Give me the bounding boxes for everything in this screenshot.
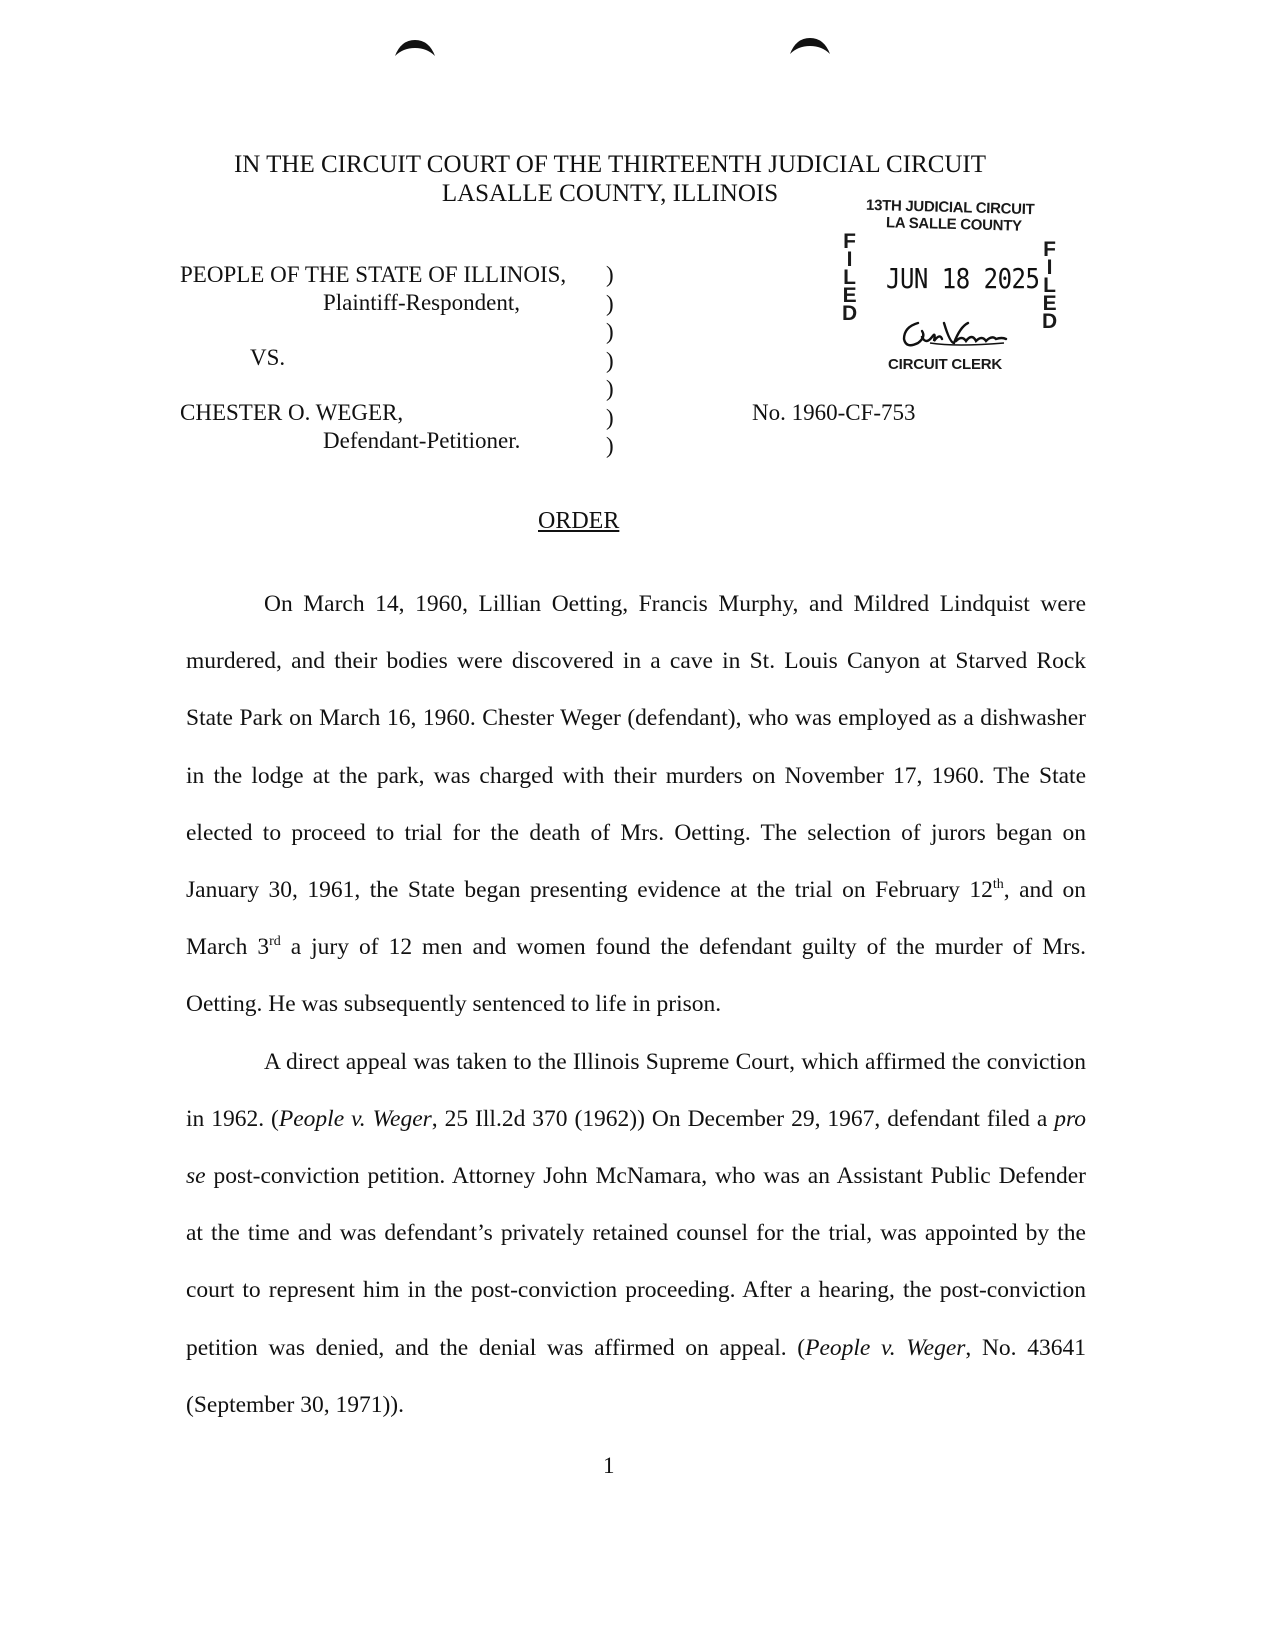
case-number: No. 1960-CF-753 [752,400,916,425]
court-line-1: IN THE CIRCUIT COURT OF THE THIRTEENTH JUDICIAL CIRCUIT [233,151,987,178]
stamp-filed-left [842,230,858,325]
page-number: 1 [603,1453,615,1478]
caption-parens [606,261,614,461]
p2-text-b: , 25 Ill.2d 370 (1962)) On December 29, 1967, defendant filed a [431,1105,1055,1132]
order-body [186,576,1086,1434]
paren: ) [606,319,614,344]
paren: ) [606,290,614,316]
paren: ) [606,433,614,458]
stamp-filed-right [1042,238,1058,333]
paragraph-2 [186,1034,1086,1434]
stamp-filed-letter: F [1043,238,1056,261]
p1-superscript-th: th [992,877,1004,893]
paragraph-1 [186,576,1086,1034]
defendant-name: CHESTER O. WEGER, [180,400,404,425]
stamp-date: JUN 18 2025 [886,262,1040,296]
filed-stamp [830,195,1060,385]
p1-text-a: On March 14, 1960, Lillian Oetting, Francis Murphy, and Mildred Lindquist were murdered, and their bodies were discovered in a cave in St. Louis Canyon at Starved Rock State Park on March 16, 1960. Chester Weger (defendant), who was employed as a dishwasher in the lodge at the park, was charged with their murders on November 17, 1960. The State elected to proceed to trial for the death of Mrs. Oetting. The selection of jurors began on January 30, 1961, the State began presenting evidence at the trial on February 12 [186,591,1086,904]
p2-text-d: , No. 43641 (September 30, 1971)). [186,1334,1086,1418]
p1-text-c: a jury of 12 men and women found the defendant guilty of the murder of Mrs. Oetting. He was subsequently sentenced to life in prison. [186,934,1086,1018]
stamp-filed-letter: L [1043,274,1056,297]
paren: ) [606,376,614,401]
order-title: ORDER [538,508,620,534]
p2-text-a: A direct appeal was taken to the Illinois Supreme Court, which affirmed the conviction in 1962. ( [186,1048,1086,1132]
plaintiff-role: Plaintiff-Respondent, [323,290,520,315]
stamp-filed-letter: I [846,248,853,271]
stamp-filed-letter: D [1042,310,1058,333]
stamp-filed-letter: E [842,284,857,307]
court-line-2: LASALLE COUNTY, ILLINOIS [441,180,779,207]
clerk-signature-icon [896,313,1016,355]
p2-pro-se: pro se [186,1105,1086,1190]
stamp-circuit: 13TH JUDICIAL CIRCUIT [865,196,1035,219]
versus-label: VS. [250,345,286,370]
stamp-filed-letter: D [842,302,858,325]
paren: ) [606,404,614,430]
p2-case-citation-2: People v. Weger [805,1334,966,1361]
p2-text-c: post-conviction petition. Attorney John McNamara, who was an Assistant Public Defender at the time and was defendant’s privately retained counsel for the trial, was appointed by the court to represent him in the post-conviction proceeding. After a hearing, the post-conviction petition was denied, and the denial was affirmed on appeal. ( [186,1163,1086,1361]
p2-case-citation-1: People v. Weger [278,1105,432,1132]
stamp-clerk: CIRCUIT CLERK [888,356,1003,373]
p1-text-b: , and on March 3 [186,877,1086,961]
paren: ) [606,347,614,373]
punch-hole-left-icon [393,36,437,58]
p1-superscript-rd: rd [269,934,281,950]
paren: ) [606,262,614,287]
stamp-filed-letter: I [1046,256,1053,279]
stamp-filed-letter: F [843,230,856,253]
stamp-filed-letter: E [1042,292,1057,315]
plaintiff-name: PEOPLE OF THE STATE OF ILLINOIS, [180,262,567,287]
defendant-role: Defendant-Petitioner. [323,428,521,453]
stamp-county: LA SALLE COUNTY [885,214,1022,235]
punch-hole-right-icon [788,34,832,56]
stamp-filed-letter: L [843,266,856,289]
